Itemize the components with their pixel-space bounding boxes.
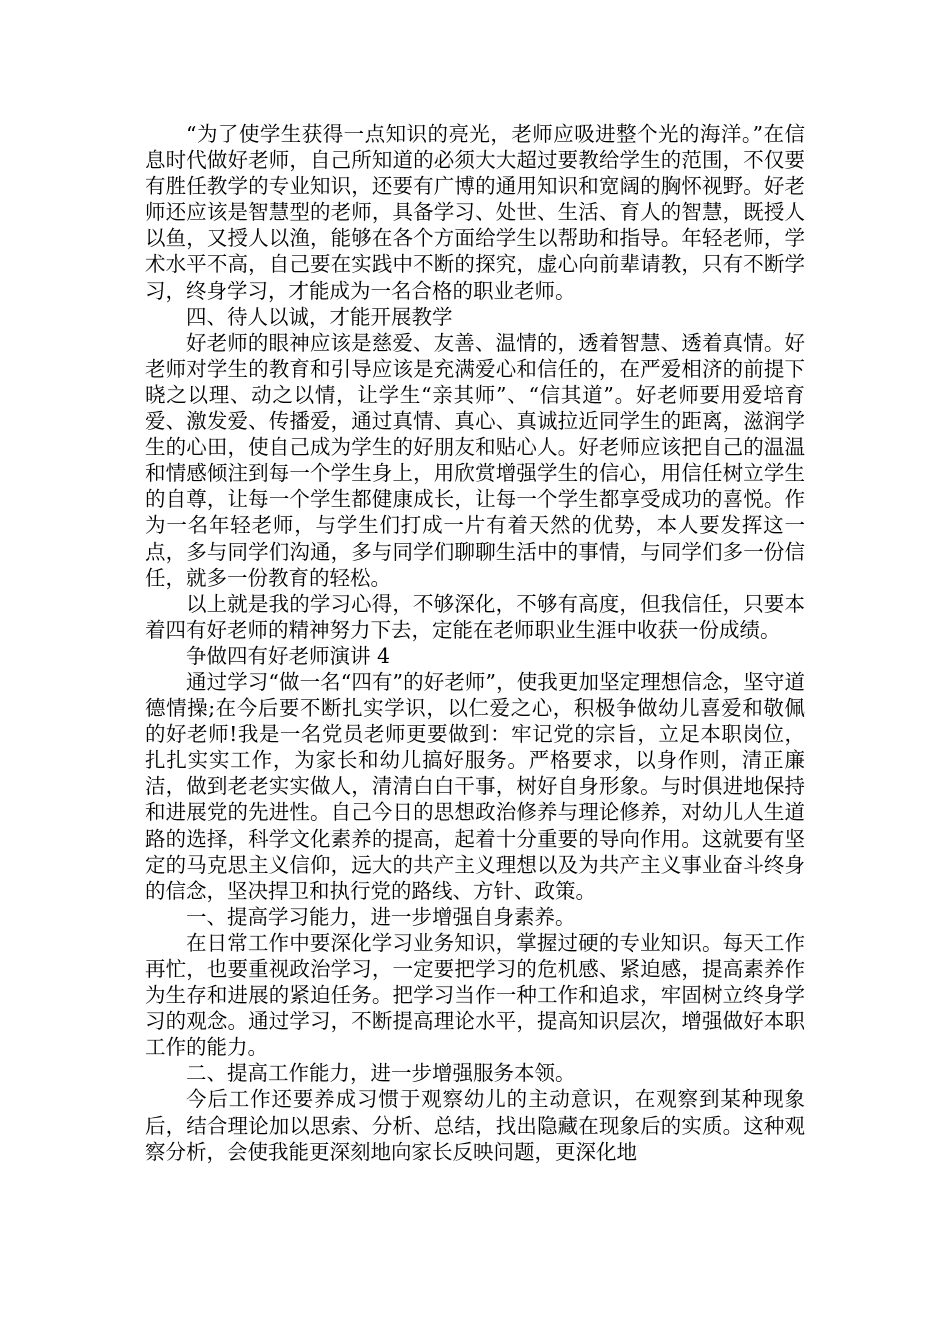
heading-section-four: 四、待人以诚，才能开展教学: [186, 304, 453, 329]
paragraph-learning: 在日常工作中要深化学习业务知识，掌握过硬的专业知识。每天工作再忙，也要重视政治学习，一定要把学习的危机感、紧迫感，提高素养作为生存和进展的紧迫任务。把学习当作一种工作和追求，牢固树立终身学习的观念。通过学习，不断提高理论水平，提高知识层次，增强做好本职工作的能力。: [145, 930, 805, 1060]
paragraph-conclusion: 以上就是我的学习心得，不够深化，不够有高度，但我信任，只要本着四有好老师的精神努力下去，定能在老师职业生涯中收获一份成绩。: [145, 591, 805, 642]
paragraph-speech-intro: 通过学习“做一名“四有”的好老师”，使我更加坚定理想信念，坚守道德情操;在今后要不断扎实学识，以仁爱之心，积极争做幼儿喜爱和敬佩的好老师!我是一名党员老师更要做到：牢记党的宗旨，立足本职岗位，扎扎实实工作，为家长和幼儿搞好服务。严格要求，以身作则，清正廉洁，做到老老实实做人，清清白白干事，树好自身形象。与时俱进地保持和进展党的先进性。自己今日的思想政治修养与理论修养，对幼儿人生道路的选择，科学文化素养的提高，起着十分重要的导向作用。这就要有坚定的马克思主义信仰，远大的共产主义理想以及为共产主义事业奋斗终身的信念，坚决捍卫和执行党的路线、方针、政策。: [145, 669, 805, 903]
document-body: [145, 121, 805, 1165]
heading-section-one: 一、提高学习能力，进一步增强自身素养。: [186, 904, 576, 929]
heading-section-two: 二、提高工作能力，进一步增强服务本领。: [186, 1061, 576, 1086]
paragraph-knowledge: “为了使学生获得一点知识的亮光，老师应吸进整个光的海洋。”在信息时代做好老师，自己所知道的必须大大超过要教给学生的范围，不仅要有胜任教学的专业知识，还要有广博的通用知识和宽阔的胸怀视野。好老师还应该是智慧型的老师，具备学习、处世、生活、育人的智慧，既授人以鱼，又授人以渔，能够在各个方面给学生以帮助和指导。年轻老师，学术水平不高，自己要在实践中不断的探究，虚心向前辈请教，只有不断学习，终身学习，才能成为一名合格的职业老师。: [145, 122, 805, 303]
paragraph-work: 今后工作还要养成习惯于观察幼儿的主动意识，在观察到某种现象后，结合理论加以思索、分析、总结，找出隐藏在现象后的实质。这种观察分析，会使我能更深刻地向家长反映问题，更深化地: [145, 1087, 805, 1164]
paragraph-sincerity: 好老师的眼神应该是慈爱、友善、温情的，透着智慧、透着真情。好老师对学生的教育和引导应该是充满爱心和信任的，在严爱相济的前提下晓之以理、动之以情，让学生“亲其师”、“信其道”。好老师要用爱培育爱、激发爱、传播爱，通过真情、真心、真诚拉近同学生的距离，滋润学生的心田，使自己成为学生的好朋友和贴心人。好老师应该把自己的温温和情感倾注到每一个学生身上，用欣赏增强学生的信心，用信任树立学生的自尊，让每一个学生都健康成长，让每一个学生都享受成功的喜悦。作为一名年轻老师，与学生们打成一片有着天然的优势，本人要发挥这一点，多与同学们沟通，多与同学们聊聊生活中的事情，与同学们多一份信任，就多一份教育的轻松。: [145, 330, 805, 590]
heading-speech-4: 争做四有好老师演讲 4: [186, 643, 391, 668]
